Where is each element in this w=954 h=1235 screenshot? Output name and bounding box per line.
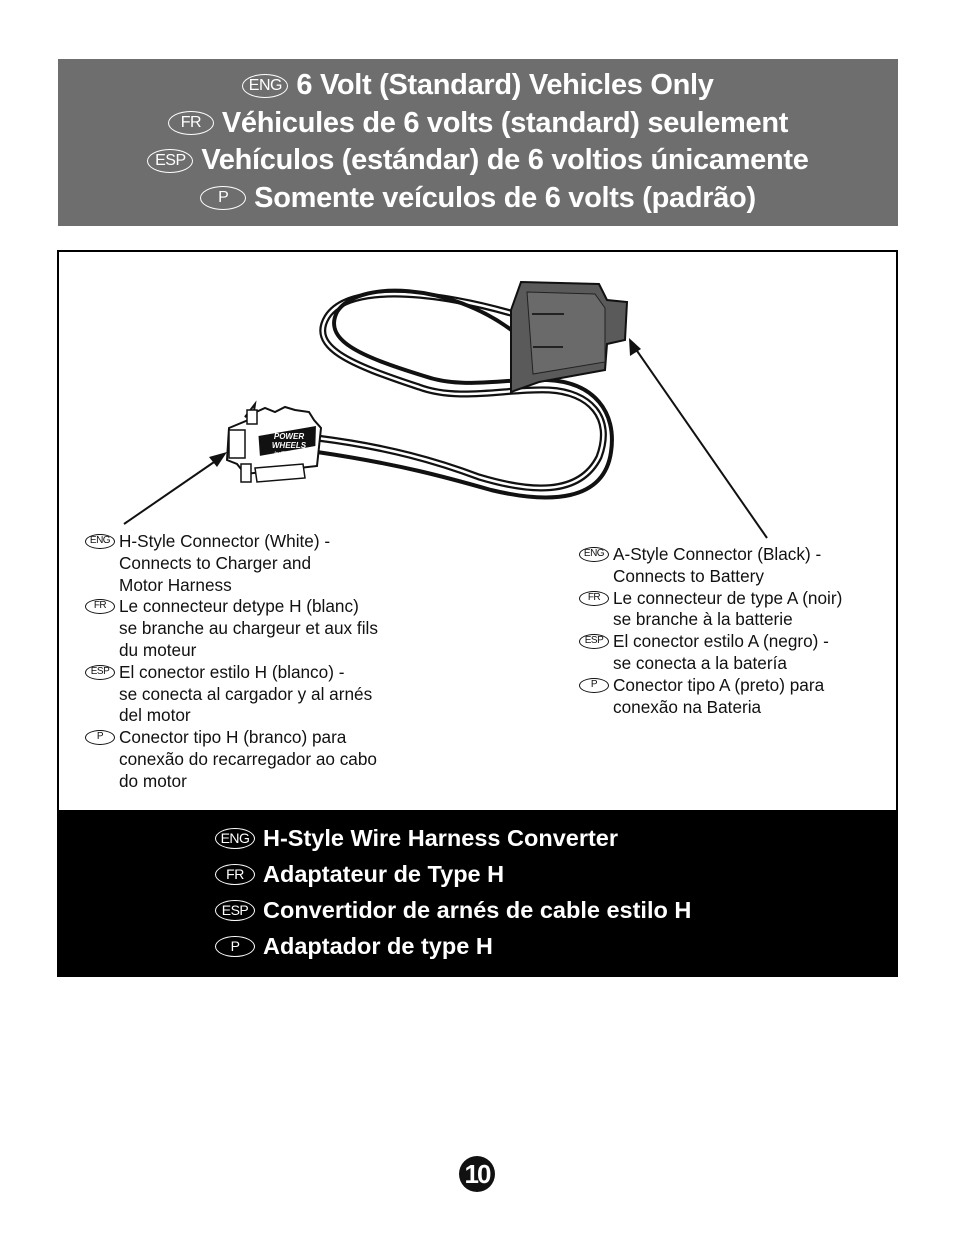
label-text: Conector tipo H (branco) para conexão do recarregador ao cabo do motor bbox=[119, 727, 377, 791]
pointer-arrow-h-connector bbox=[124, 452, 227, 524]
diagram-panel bbox=[57, 250, 898, 977]
label-text: Le connecteur detype H (blanc) se branche au chargeur et aux fils du moteur bbox=[119, 596, 378, 660]
label-text: Le connecteur de type A (noir) se branche à la batterie bbox=[613, 587, 843, 630]
fr-language-icon: FR bbox=[168, 111, 214, 135]
esp-language-icon: ESP bbox=[215, 900, 255, 921]
caption-lines bbox=[215, 820, 691, 964]
label-entry-eng bbox=[579, 544, 842, 588]
eng-language-icon: ENG bbox=[85, 534, 115, 549]
caption-band bbox=[59, 810, 896, 975]
a-connector-label bbox=[579, 544, 842, 718]
label-text: A-Style Connector (Black) - Connects to Battery bbox=[613, 544, 822, 586]
fr-language-icon: FR bbox=[215, 864, 255, 885]
p-language-icon: P bbox=[215, 936, 255, 957]
h-style-connector bbox=[227, 404, 321, 482]
a-style-connector bbox=[511, 282, 627, 392]
caption-line-esp bbox=[215, 892, 691, 928]
fr-language-icon: FR bbox=[85, 599, 115, 614]
caption-line-fr bbox=[215, 856, 691, 892]
label-entry-p bbox=[85, 727, 378, 792]
fr-language-icon: FR bbox=[579, 591, 609, 606]
pointer-arrow-a-connector bbox=[629, 338, 767, 538]
label-entry-fr bbox=[579, 588, 842, 632]
caption-text: H-Style Wire Harness Converter bbox=[263, 825, 619, 851]
label-entry-esp bbox=[579, 631, 842, 675]
power-wheels-logo-line2: WHEELS bbox=[271, 441, 307, 450]
caption-text: Adaptador de type H bbox=[263, 933, 493, 959]
title-line-eng bbox=[58, 67, 898, 105]
title-banner bbox=[58, 59, 898, 226]
label-entry-eng bbox=[85, 531, 378, 596]
esp-language-icon: ESP bbox=[147, 149, 193, 173]
label-entry-esp bbox=[85, 662, 378, 727]
label-text: El conector estilo H (blanco) - se conecta al cargador y al arnés del motor bbox=[119, 661, 373, 726]
title-line-esp bbox=[58, 142, 898, 180]
title-text: Véhicules de 6 volts (standard) seulement bbox=[221, 106, 789, 139]
caption-text: Adaptateur de Type H bbox=[263, 861, 505, 887]
title-text: Vehículos (estándar) de 6 voltios únicamente bbox=[201, 144, 809, 176]
h-connector-label bbox=[85, 531, 378, 793]
title-line-p bbox=[58, 180, 898, 218]
esp-language-icon: ESP bbox=[579, 634, 609, 649]
label-text: El conector estilo A (negro) - se conecta a la batería bbox=[613, 631, 829, 673]
label-entry-p bbox=[579, 675, 842, 719]
title-text: Somente veículos de 6 volts (padrão) bbox=[254, 181, 756, 214]
power-wheels-logo-line3: by Fisher-Price bbox=[274, 451, 308, 457]
title-text: 6 Volt (Standard) Vehicles Only bbox=[296, 69, 714, 101]
p-language-icon: P bbox=[200, 186, 246, 210]
label-text: H-Style Connector (White) - Connects to Charger and Motor Harness bbox=[119, 531, 331, 595]
caption-line-eng bbox=[215, 820, 691, 856]
label-text: Conector tipo A (preto) para conexão na Bateria bbox=[613, 674, 825, 717]
label-entry-fr bbox=[85, 596, 378, 661]
eng-language-icon: ENG bbox=[579, 547, 609, 562]
power-wheels-logo-line1: POWER bbox=[273, 432, 305, 441]
title-line-fr bbox=[58, 105, 898, 143]
p-language-icon: P bbox=[85, 730, 115, 745]
esp-language-icon: ESP bbox=[85, 665, 115, 680]
caption-line-p bbox=[215, 928, 691, 964]
eng-language-icon: ENG bbox=[215, 828, 255, 849]
page-number: 10 bbox=[459, 1156, 495, 1192]
eng-language-icon: ENG bbox=[242, 74, 288, 98]
p-language-icon: P bbox=[579, 678, 609, 693]
caption-text: Convertidor de arnés de cable estilo H bbox=[263, 897, 692, 923]
